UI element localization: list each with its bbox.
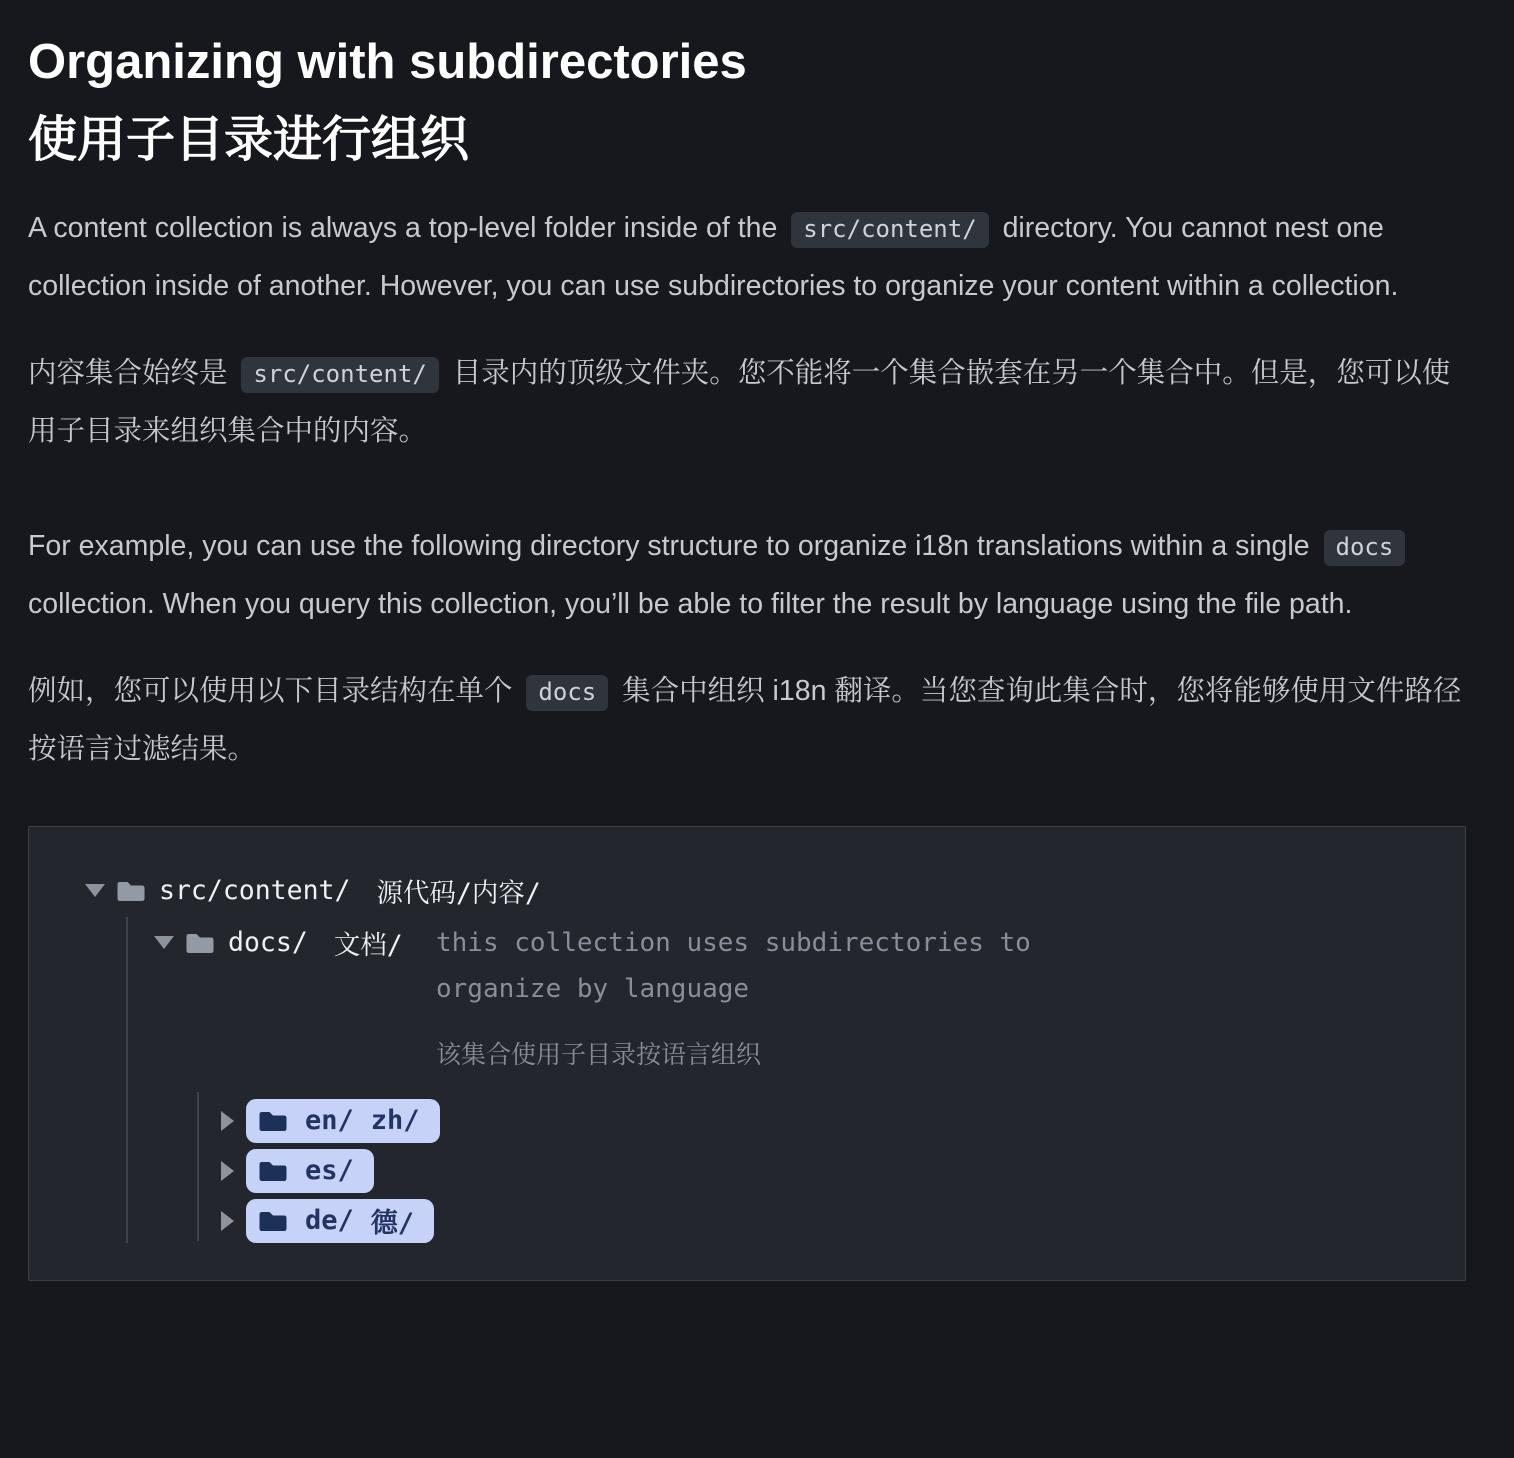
folder-name-zh: 源代码/内容/	[376, 878, 541, 910]
folder-name: src/content/	[159, 875, 351, 907]
page-title-zh: 使用子目录进行组织	[28, 112, 470, 167]
tree-guide-line	[197, 1092, 199, 1241]
folder-icon	[258, 1158, 288, 1184]
inline-code: docs	[1324, 530, 1406, 566]
text-run: collection. When you query this collection, you’ll be able to filter the result by language using the file path.	[28, 587, 1353, 620]
folder-name-zh: zh/	[370, 1105, 420, 1137]
paragraph	[28, 518, 1468, 633]
paragraph	[28, 200, 1468, 315]
highlighted-folder[interactable]	[246, 1199, 434, 1243]
page-title: Organizing with subdirectories	[28, 35, 747, 89]
intro-paragraphs	[28, 200, 1468, 460]
tree-guide-line	[126, 917, 128, 1243]
folder-name-zh: 文档/	[333, 930, 403, 962]
folder-name-zh: 德/	[370, 1208, 415, 1240]
text-run: directory. You cannot nest one collection inside of another. However, you can use subdirectories to organize your content within a collection.	[28, 211, 1399, 302]
tree-comment-zh: 该集合使用子目录按语言组织	[436, 1039, 762, 1069]
tree-row-en[interactable]	[221, 1099, 440, 1143]
text-run: 内容集合始终是	[28, 356, 236, 389]
chevron-down-icon[interactable]	[85, 884, 105, 897]
chevron-right-icon[interactable]	[221, 1161, 234, 1181]
highlighted-folder[interactable]	[246, 1099, 440, 1143]
file-tree-panel	[28, 826, 1466, 1281]
text-run: 集合中组织 i18n 翻译。当您查询此集合时，您将能够使用文件路径按语言过滤结果。	[28, 674, 1462, 765]
paragraph	[28, 345, 1468, 460]
tree-row-docs[interactable]	[154, 924, 403, 962]
folder-name: en/	[305, 1105, 354, 1137]
inline-code: docs	[526, 675, 608, 711]
inline-code: src/content/	[241, 357, 438, 393]
folder-icon	[258, 1108, 288, 1134]
paragraph	[28, 663, 1468, 778]
folder-name: es/	[305, 1155, 354, 1187]
example-paragraphs	[28, 518, 1468, 778]
folder-name: docs/	[228, 927, 308, 959]
text-run: 目录内的顶级文件夹。您不能将一个集合嵌套在另一个集合中。但是，您可以使用子目录来组织集合中的内容。	[28, 356, 1451, 447]
inline-code: src/content/	[791, 212, 988, 248]
tree-row-es[interactable]	[221, 1149, 374, 1193]
tree-row-de[interactable]	[221, 1199, 434, 1243]
folder-icon	[116, 878, 146, 904]
text-run: A content collection is always a top-level folder inside of the	[28, 211, 786, 244]
tree-comment-en: this collection uses subdirectories to organize by language	[436, 927, 1031, 1004]
text-run: 例如，您可以使用以下目录结构在单个	[28, 674, 521, 707]
highlighted-folder[interactable]	[246, 1149, 374, 1193]
folder-icon	[185, 930, 215, 956]
folder-icon	[258, 1208, 288, 1234]
tree-row-src-content[interactable]	[85, 872, 541, 910]
chevron-down-icon[interactable]	[154, 936, 174, 949]
text-run: For example, you can use the following directory structure to organize i18n translations within a single	[28, 529, 1318, 562]
folder-name: de/	[305, 1205, 354, 1237]
chevron-right-icon[interactable]	[221, 1111, 234, 1131]
chevron-right-icon[interactable]	[221, 1211, 234, 1231]
